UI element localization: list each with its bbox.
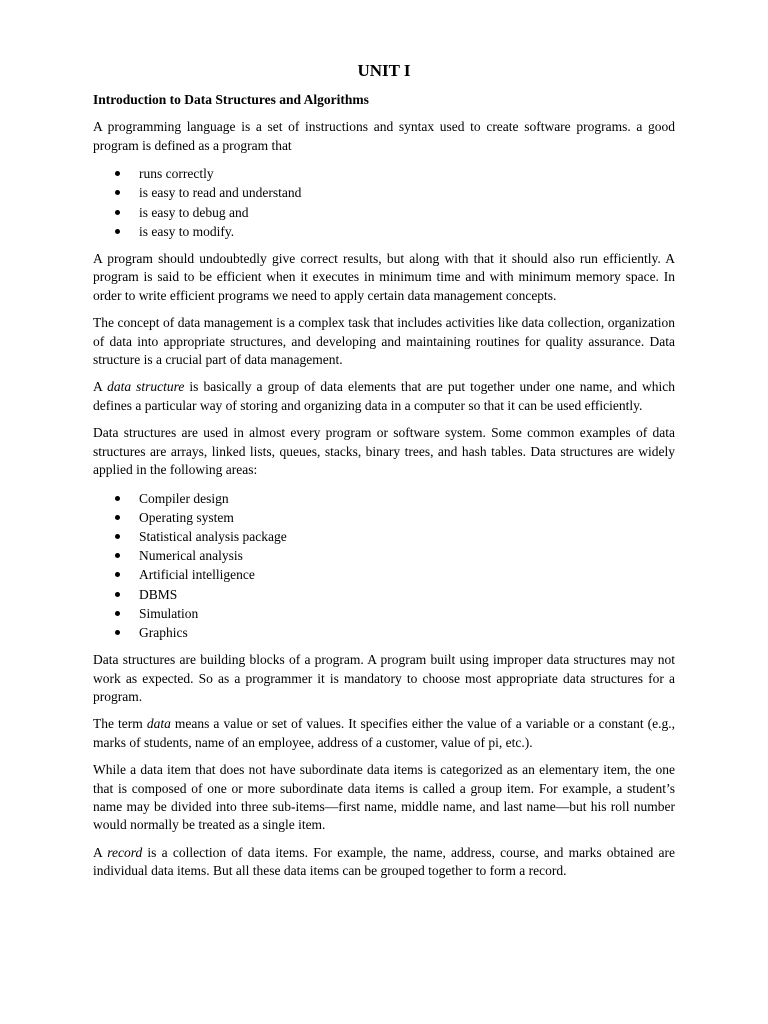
list-item: Graphics	[139, 623, 675, 642]
paragraph-record-definition	[93, 844, 675, 881]
text-run: is basically a group of data elements that are put together under one name, and which defines a particular way of storing and organizing data in a computer so that it can be used efficiently.	[93, 379, 675, 413]
term-data: data	[146, 716, 171, 732]
list-item: is easy to debug and	[139, 203, 675, 222]
text-run: A	[93, 844, 108, 860]
list-item: is easy to read and understand	[139, 183, 675, 202]
list-item: Statistical analysis package	[139, 527, 675, 546]
good-program-list	[93, 164, 675, 241]
paragraph-intro: A programming language is a set of instructions and syntax used to create software programs. a good program is defined as a program that	[93, 119, 675, 153]
paragraph-data-structure-definition	[93, 378, 675, 415]
list-item: Operating system	[139, 508, 675, 527]
term-data-structure: data structure	[107, 379, 185, 395]
paragraph-building-blocks: Data structures are building blocks of a program. A program built using improper data structures may not work as expected. So as a programmer it is mandatory to choose most appropriate data structures for a program.	[93, 652, 675, 704]
text-run: The term	[93, 716, 147, 732]
paragraph-common-examples: Data structures are used in almost every program or software system. Some common examples of data structures are arrays, linked lists, queues, stacks, binary trees, and hash tables. Data structures are widely applied in the following areas:	[93, 425, 675, 478]
list-item: is easy to modify.	[139, 222, 675, 241]
text-run: A	[93, 379, 108, 395]
unit-title: UNIT I	[357, 61, 411, 80]
list-item: Simulation	[139, 604, 675, 623]
list-item: Numerical analysis	[139, 546, 675, 565]
list-item: DBMS	[139, 585, 675, 604]
application-areas-list	[93, 489, 675, 643]
section-heading: Introduction to Data Structures and Algorithms	[93, 92, 369, 107]
list-item: runs correctly	[139, 164, 675, 183]
text-run: means a value or set of values. It specifies either the value of a variable or a constant (e.g., marks of students, name of an employee, address of a customer, value of pi, etc.).	[93, 716, 675, 750]
list-item: Compiler design	[139, 489, 675, 508]
text-run: is a collection of data items. For example, the name, address, course, and marks obtained are individual data items. But all these data items can be grouped together to form a record.	[93, 844, 675, 879]
term-record: record	[107, 844, 143, 860]
list-item: Artificial intelligence	[139, 565, 675, 584]
paragraph-data-management: The concept of data management is a complex task that includes activities like data collection, organization of data into appropriate structures, and developing and maintaining routines for quality assurance. Data structure is a crucial part of data management.	[93, 315, 675, 368]
paragraph-efficiency: A program should undoubtedly give correct results, but along with that it should also run efficiently. A program is said to be efficient when it executes in minimum time and with minimum memory space. In order to write efficient programs we need to apply certain data management concepts.	[93, 251, 675, 303]
document-page	[93, 60, 675, 890]
paragraph-group-item: While a data item that does not have subordinate data items is categorized as an elementary item, the one that is composed of one or more subordinate data items is called a group item. For example, a student’s name may be divided into three sub-items—first name, middle name, and last name—but his roll number would normally be treated as a single item.	[93, 762, 675, 833]
paragraph-data-definition	[93, 715, 675, 752]
